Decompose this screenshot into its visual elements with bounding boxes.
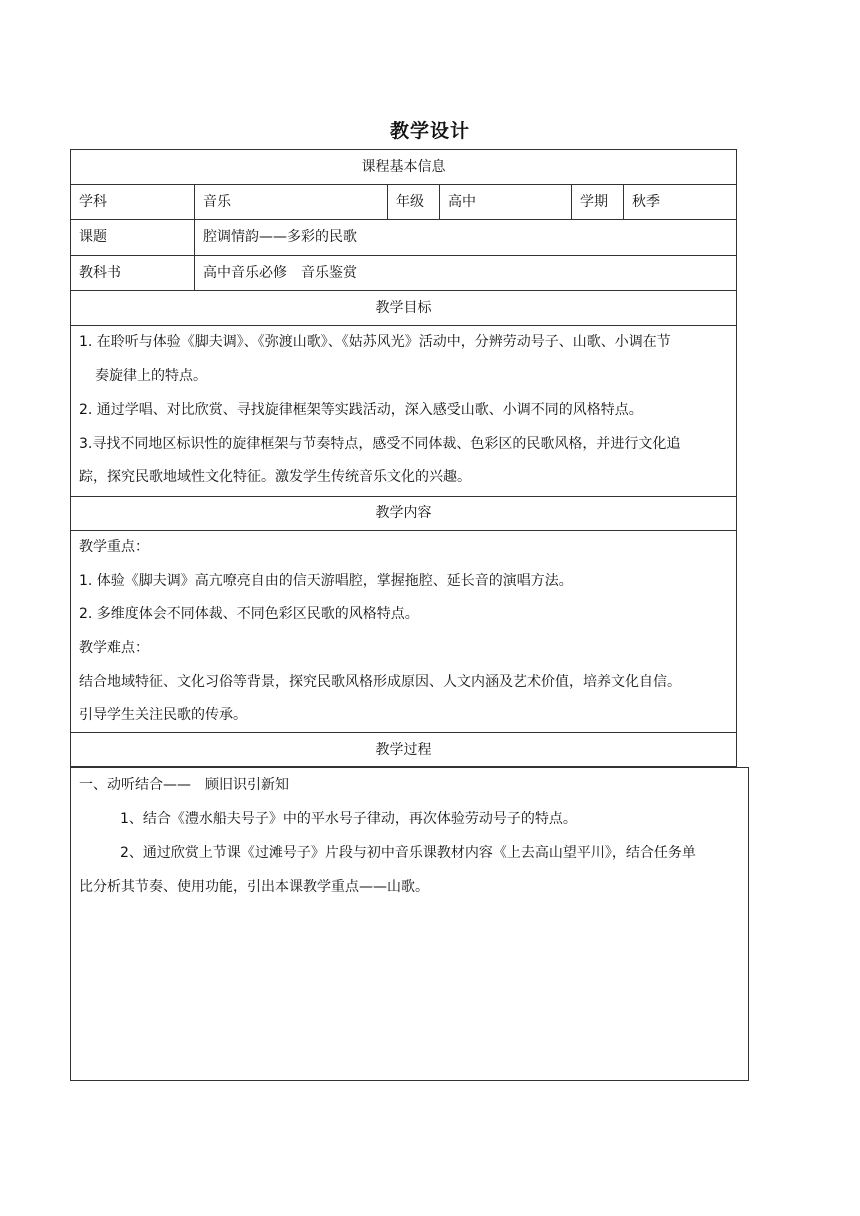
textbook-value: 高中音乐必修 音乐鉴赏 <box>203 265 357 281</box>
row-divider <box>70 184 737 185</box>
topic-label: 课题 <box>79 229 107 245</box>
objective-1-line1: 1. 在聆听与体验《脚夫调》、《弥渡山歌》、《姑苏风光》活动中，分辨劳动号子、山歌、小调在节 <box>79 334 671 350</box>
col-divider <box>571 184 572 219</box>
col-divider <box>623 184 624 219</box>
subject-value: 音乐 <box>203 194 231 210</box>
process-header: 教学过程 <box>375 742 432 758</box>
key-point-2: 2. 多维度体会不同体裁、不同色彩区民歌的风格特点。 <box>79 606 419 622</box>
difficulty-line2: 引导学生关注民歌的传承。 <box>79 707 247 723</box>
row-divider <box>70 732 737 733</box>
key-point-1: 1. 体验《脚夫调》高亢嘹亮自由的信天游唱腔，掌握拖腔、延长音的演唱方法。 <box>79 573 573 589</box>
row-divider <box>70 255 737 256</box>
process-section-1: 一、动听结合—— 顾旧识引新知 <box>79 777 289 793</box>
objectives-header: 教学目标 <box>375 300 432 316</box>
process-step-2-line2: 比分析其节奏、使用功能，引出本课教学重点——山歌。 <box>79 879 429 895</box>
grade-value: 高中 <box>448 194 476 210</box>
row-divider <box>70 219 737 220</box>
term-value: 秋季 <box>632 194 660 210</box>
textbook-label: 教科书 <box>79 265 121 281</box>
process-step-2-line1: 2、通过欣赏上节课《过滩号子》片段与初中音乐课教材内容《上去高山望平川》，结合任务单 <box>120 845 696 861</box>
col-divider <box>387 184 388 219</box>
row-divider <box>70 530 737 531</box>
subject-label: 学科 <box>79 194 107 210</box>
row-divider <box>70 496 737 497</box>
objective-3-line2: 踪，探究民歌地域性文化特征。激发学生传统音乐文化的兴趣。 <box>79 469 471 485</box>
col-divider <box>439 184 440 219</box>
basic-info-header: 课程基本信息 <box>361 159 446 175</box>
content-header: 教学内容 <box>375 505 432 521</box>
topic-value: 腔调情韵——多彩的民歌 <box>203 229 357 245</box>
row-divider <box>70 290 737 291</box>
page-title: 教学设计 <box>389 120 470 142</box>
grade-label: 年级 <box>396 194 424 210</box>
key-points-label: 教学重点： <box>79 539 149 555</box>
term-label: 学期 <box>580 194 608 210</box>
col-divider <box>194 184 195 290</box>
row-divider <box>70 325 737 326</box>
objective-2: 2. 通过学唱、对比欣赏、寻找旋律框架等实践活动，深入感受山歌、小调不同的风格特点。 <box>79 402 643 418</box>
objective-3-line1: 3.寻找不同地区标识性的旋律框架与节奏特点，感受不同体裁、色彩区的民歌风格，并进行文化追 <box>79 436 681 452</box>
difficulty-label: 教学难点： <box>79 640 149 656</box>
process-step-1: 1、结合《澧水船夫号子》中的平水号子律动，再次体验劳动号子的特点。 <box>120 811 577 827</box>
objective-1-line2: 奏旋律上的特点。 <box>95 368 207 384</box>
difficulty-line1: 结合地域特征、文化习俗等背景，探究民歌风格形成原因、人文内涵及艺术价值，培养文化自信。 <box>79 674 681 690</box>
